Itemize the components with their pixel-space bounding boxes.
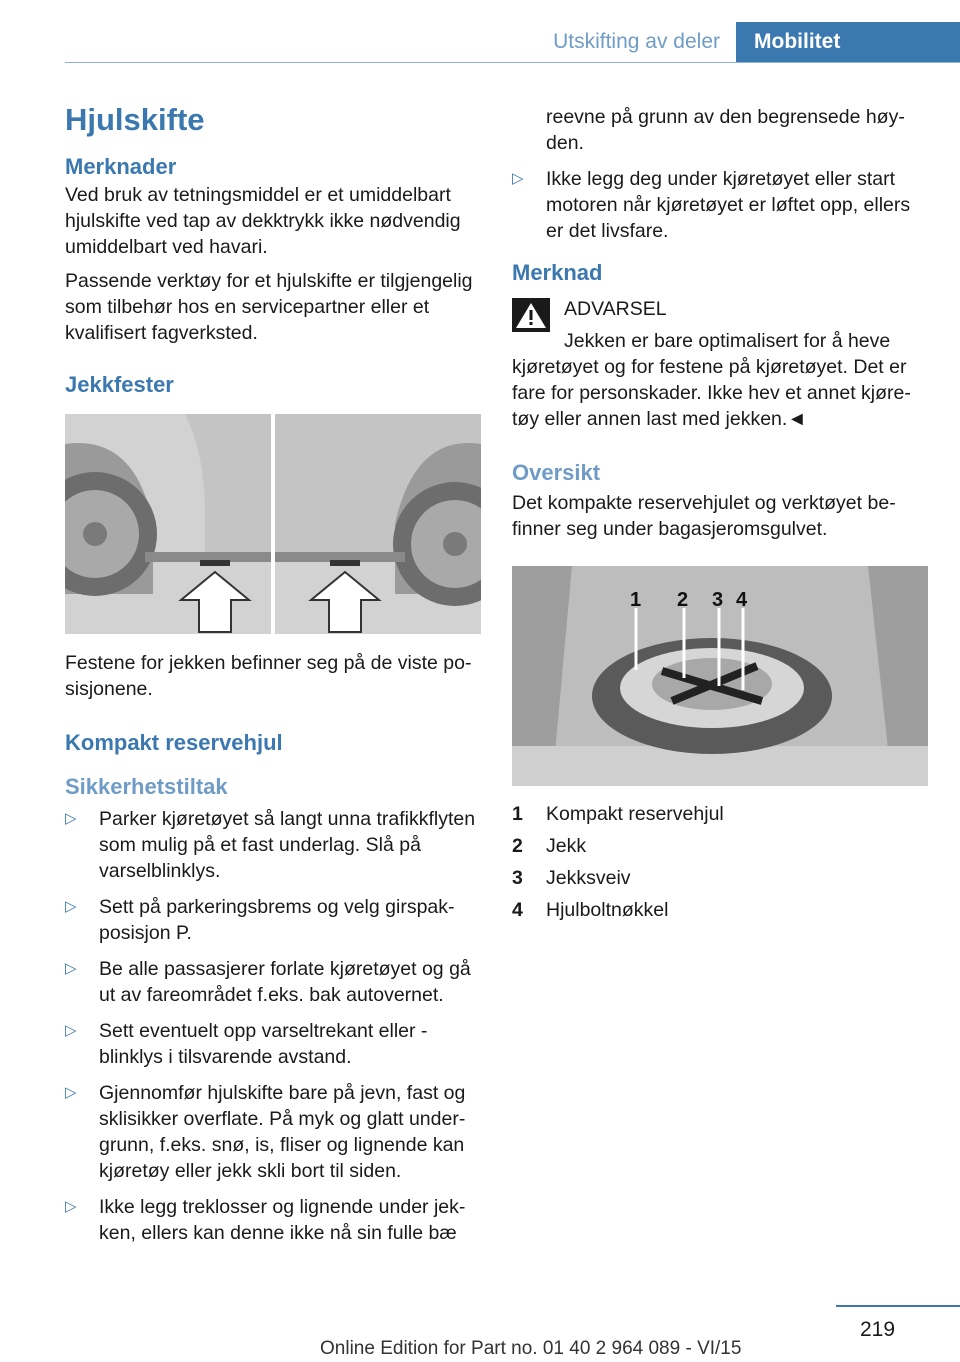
footer-edition: Online Edition for Part no. 01 40 2 964 089 - VI/15	[320, 1338, 742, 1359]
jekkfester-heading: Jekkfester	[65, 372, 174, 397]
footer-rule	[836, 1305, 960, 1307]
oversikt-heading: Oversikt	[512, 460, 601, 485]
jack-points-figure	[65, 414, 481, 634]
merknader-paragraph-2: Passende verktøy for et hjulskifte er tilgjengelig som tilbehør hos en servicepartner eller et kvalifisert fagverksted.	[65, 270, 473, 344]
list-item: ▷ Sett eventuelt opp varseltrekant eller -blinklys i tilsvarende avstand.	[65, 1020, 428, 1068]
list-item: ▷ Ikke legg deg under kjøretøyet eller start motoren når kjøretøyet er løftet opp, ellers er det livsfare.	[512, 168, 911, 242]
left-column	[65, 98, 481, 1256]
parts-list	[512, 798, 928, 926]
figure-label-2: 2	[677, 589, 689, 611]
header-rule	[65, 62, 960, 63]
list-item: 4 Hjulboltnøkkel	[512, 899, 669, 921]
list-item: 2 Jekk	[512, 835, 587, 857]
warning-triangle-icon	[512, 298, 550, 332]
header-section-tab: Utskifting av deler	[553, 30, 720, 53]
list-item: ▷ Be alle passasjerer forlate kjøretøyet og gå ut av fareområdet f.eks. bak autovernet.	[65, 958, 471, 1006]
safety-list-continued	[512, 166, 928, 244]
triangle-bullet-icon: ▷	[65, 1022, 77, 1039]
triangle-bullet-icon: ▷	[65, 898, 77, 915]
warning-box	[512, 296, 928, 432]
header-chapter-tab: Mobilitet	[736, 22, 960, 62]
figure-label-3: 3	[712, 589, 724, 611]
warning-text: Jekken er bare optimalisert for å heve kjøretøyet og for festene på kjøretøyet. Det er fare for personskader. Ikke hev et annet kjøretøy eller annen last med jekken.◄	[512, 330, 911, 430]
oversikt-text: Det kompakte reservehjulet og verktøyet befinner seg under bagasjeromsgulvet.	[512, 492, 896, 540]
triangle-bullet-icon: ▷	[65, 960, 77, 977]
triangle-bullet-icon: ▷	[65, 810, 77, 827]
triangle-bullet-icon: ▷	[65, 1084, 77, 1101]
spare-wheel-illustration	[512, 566, 928, 786]
list-item: 1 Kompakt reservehjul	[512, 803, 724, 825]
list-item: ▷ Ikke legg treklosser og lignende under jekken, ellers kan denne ikke nå sin fulle bæ	[65, 1196, 466, 1244]
sikkerhetstiltak-heading: Sikkerhetstiltak	[65, 774, 228, 799]
merknader-heading: Merknader	[65, 154, 177, 179]
warning-title: ADVARSEL	[564, 298, 667, 320]
continued-text: reevne på grunn av den begrensede høyden.	[546, 106, 905, 154]
figure-label-4: 4	[736, 589, 748, 611]
page-number: 219	[860, 1318, 896, 1341]
jack-points-illustration	[65, 414, 481, 634]
list-item: 3 Jekksveiv	[512, 867, 631, 889]
kompakt-reservehjul-heading: Kompakt reservehjul	[65, 730, 283, 755]
jekkfester-caption: Festene for jekken befinner seg på de viste posisjonene.	[65, 652, 472, 700]
triangle-bullet-icon: ▷	[65, 1198, 77, 1215]
merknader-paragraph-1: Ved bruk av tetningsmiddel er et umiddelbart hjulskifte ved tap av dekktrykk ikke nødvendig umiddelbart ved havari.	[65, 184, 461, 258]
merknad-heading: Merknad	[512, 260, 603, 285]
safety-list	[65, 806, 481, 1246]
list-item: ▷ Parker kjøretøyet så langt unna trafikkflyten som mulig på et fast underlag. Slå på varselblinklys.	[65, 808, 476, 882]
spare-wheel-figure	[512, 566, 928, 786]
list-item: ▷ Sett på parkeringsbrems og velg girspakposisjon P.	[65, 896, 455, 944]
triangle-bullet-icon: ▷	[512, 170, 524, 187]
right-column	[512, 104, 928, 926]
page-title: Hjulskifte	[65, 102, 205, 137]
list-item: ▷ Gjennomfør hjulskifte bare på jevn, fast og sklisikker overflate. På myk og glatt undergrunn, f.eks. snø, is, fliser og lignende kan kjøretøy eller jekk skli bort til siden.	[65, 1082, 466, 1182]
figure-label-1: 1	[630, 589, 642, 611]
